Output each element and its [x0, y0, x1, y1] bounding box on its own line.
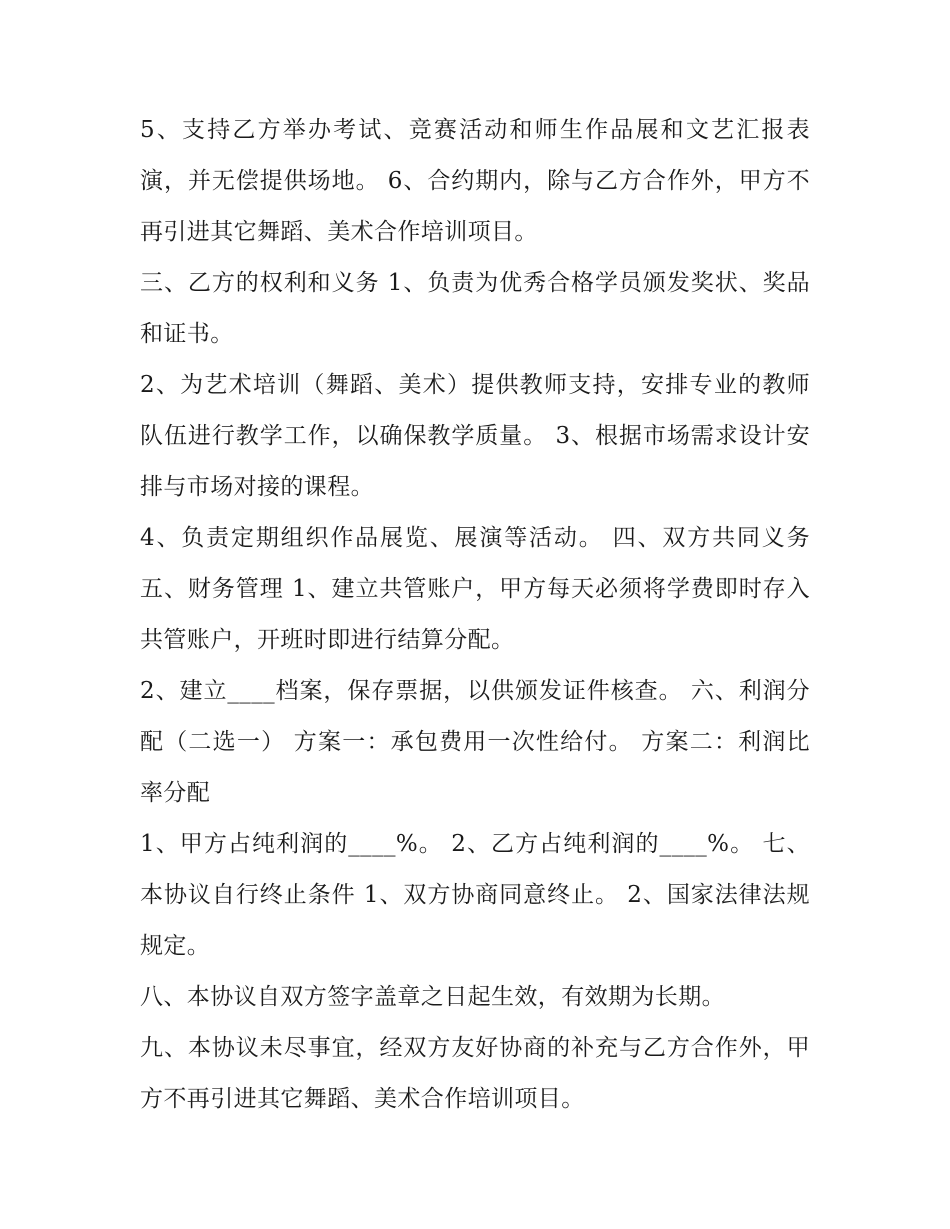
paragraph-profit-shares-termination: 1、甲方占纯利润的____%。 2、乙方占纯利润的____%。 七、本协议自行终止条件 1、双方协商同意终止。 2、国家法律法规规定。	[140, 831, 810, 959]
paragraph-supplementary: 九、本协议未尽事宜，经双方友好协商的补充与乙方合作外，甲方不再引进其它舞蹈、美术合作培训项目。	[140, 1035, 810, 1112]
paragraph-effective-date: 八、本协议自双方签字盖章之日起生效，有效期为长期。	[140, 984, 725, 1010]
paragraph-party-b-rights: 三、乙方的权利和义务 1、负责为优秀合格学员颁发奖状、奖品和证书。	[140, 270, 810, 347]
paragraph-support-exams: 5、支持乙方举办考试、竞赛活动和师生作品展和文艺汇报表演，并无偿提供场地。 6、合约期内，除与乙方合作外，甲方不再引进其它舞蹈、美术合作培训项目。	[140, 117, 810, 245]
paragraph-archives-profit: 2、建立____档案，保存票据，以供颁发证件核查。 六、利润分配（二选一） 方案一：承包费用一次性给付。 方案二：利润比率分配	[140, 678, 810, 806]
paragraph-teacher-support: 2、为艺术培训（舞蹈、美术）提供教师支持，安排专业的教师队伍进行教学工作，以确保教学质量。 3、根据市场需求设计安排与市场对接的课程。	[140, 372, 810, 500]
document-body	[140, 105, 810, 1125]
paragraph-exhibitions-finance: 4、负责定期组织作品展览、展演等活动。 四、双方共同义务 五、财务管理 1、建立共管账户，甲方每天必须将学费即时存入共管账户，开班时即进行结算分配。	[140, 525, 810, 653]
